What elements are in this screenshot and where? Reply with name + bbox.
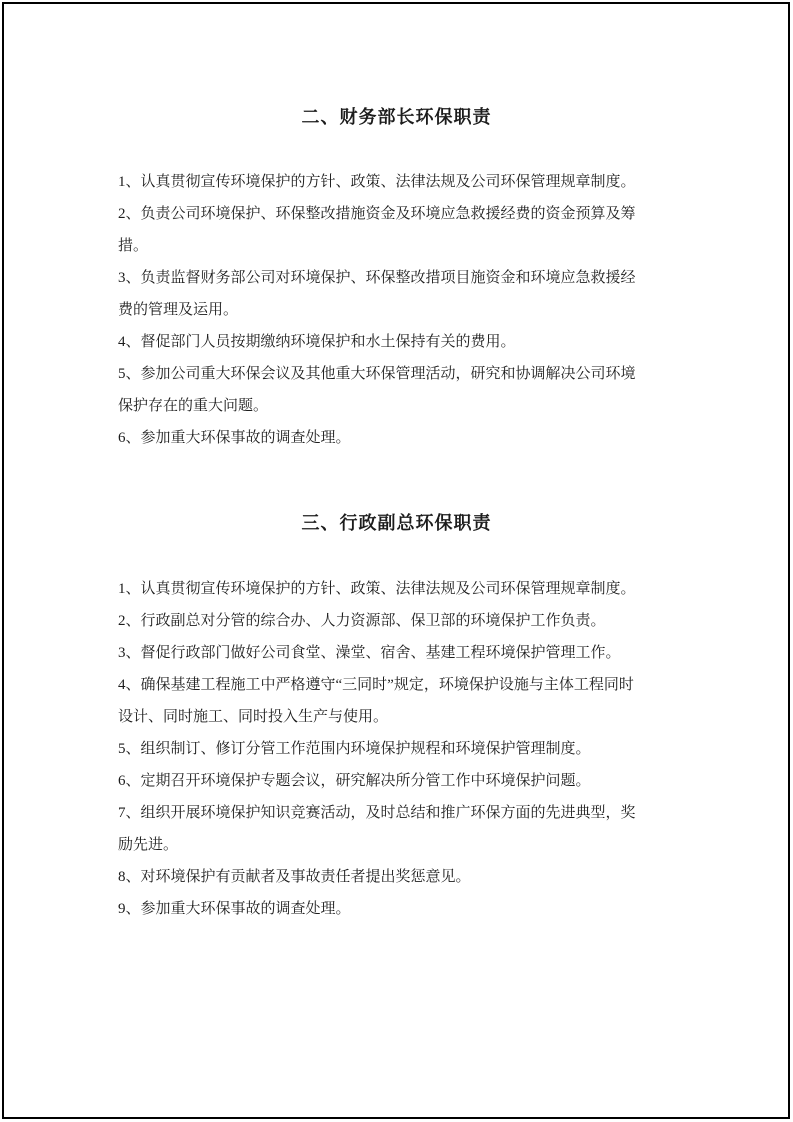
list-item: 4、确保基建工程施工中严格遵守“三同时”规定，环境保护设施与主体工程同时设计、同时施工、同时投入生产与使用。 (118, 677, 634, 725)
list-item: 5、参加公司重大环保会议及其他重大环保管理活动，研究和协调解决公司环境保护存在的重大问题。 (118, 366, 636, 414)
list-item: 6、定期召开环境保护专题会议，研究解决所分管工作中环境保护问题。 (118, 773, 591, 789)
list-item: 4、督促部门人员按期缴纳环境保护和水土保持有关的费用。 (118, 334, 516, 350)
list-item: 1、认真贯彻宣传环境保护的方针、政策、法律法规及公司环保管理规章制度。 (118, 581, 636, 597)
list-item: 9、参加重大环保事故的调查处理。 (118, 901, 351, 917)
section-body-admin-vice-president (118, 573, 640, 925)
list-item: 3、负责监督财务部公司对环境保护、环保整改措项目施资金和环境应急救援经费的管理及运用。 (118, 270, 636, 318)
list-item: 2、行政副总对分管的综合办、人力资源部、保卫部的环境保护工作负责。 (118, 613, 606, 629)
list-item: 3、督促行政部门做好公司食堂、澡堂、宿舍、基建工程环境保护管理工作。 (118, 645, 621, 661)
list-item: 6、参加重大环保事故的调查处理。 (118, 430, 351, 446)
section-body-finance-director (118, 166, 640, 454)
list-item: 8、对环境保护有贡献者及事故责任者提出奖惩意见。 (118, 869, 471, 885)
list-item: 1、认真贯彻宣传环境保护的方针、政策、法律法规及公司环保管理规章制度。 (118, 174, 636, 190)
list-item: 7、组织开展环境保护知识竞赛活动，及时总结和推广环保方面的先进典型，奖励先进。 (118, 805, 636, 853)
list-item: 2、负责公司环境保护、环保整改措施资金及环境应急救援经费的资金预算及筹措。 (118, 206, 636, 254)
section-heading-admin-vice-president: 三、行政副总环保职责 (301, 513, 492, 533)
list-item: 5、组织制订、修订分管工作范围内环境保护规程和环境保护管理制度。 (118, 741, 591, 757)
section-heading-finance-director: 二、财务部长环保职责 (301, 107, 492, 127)
